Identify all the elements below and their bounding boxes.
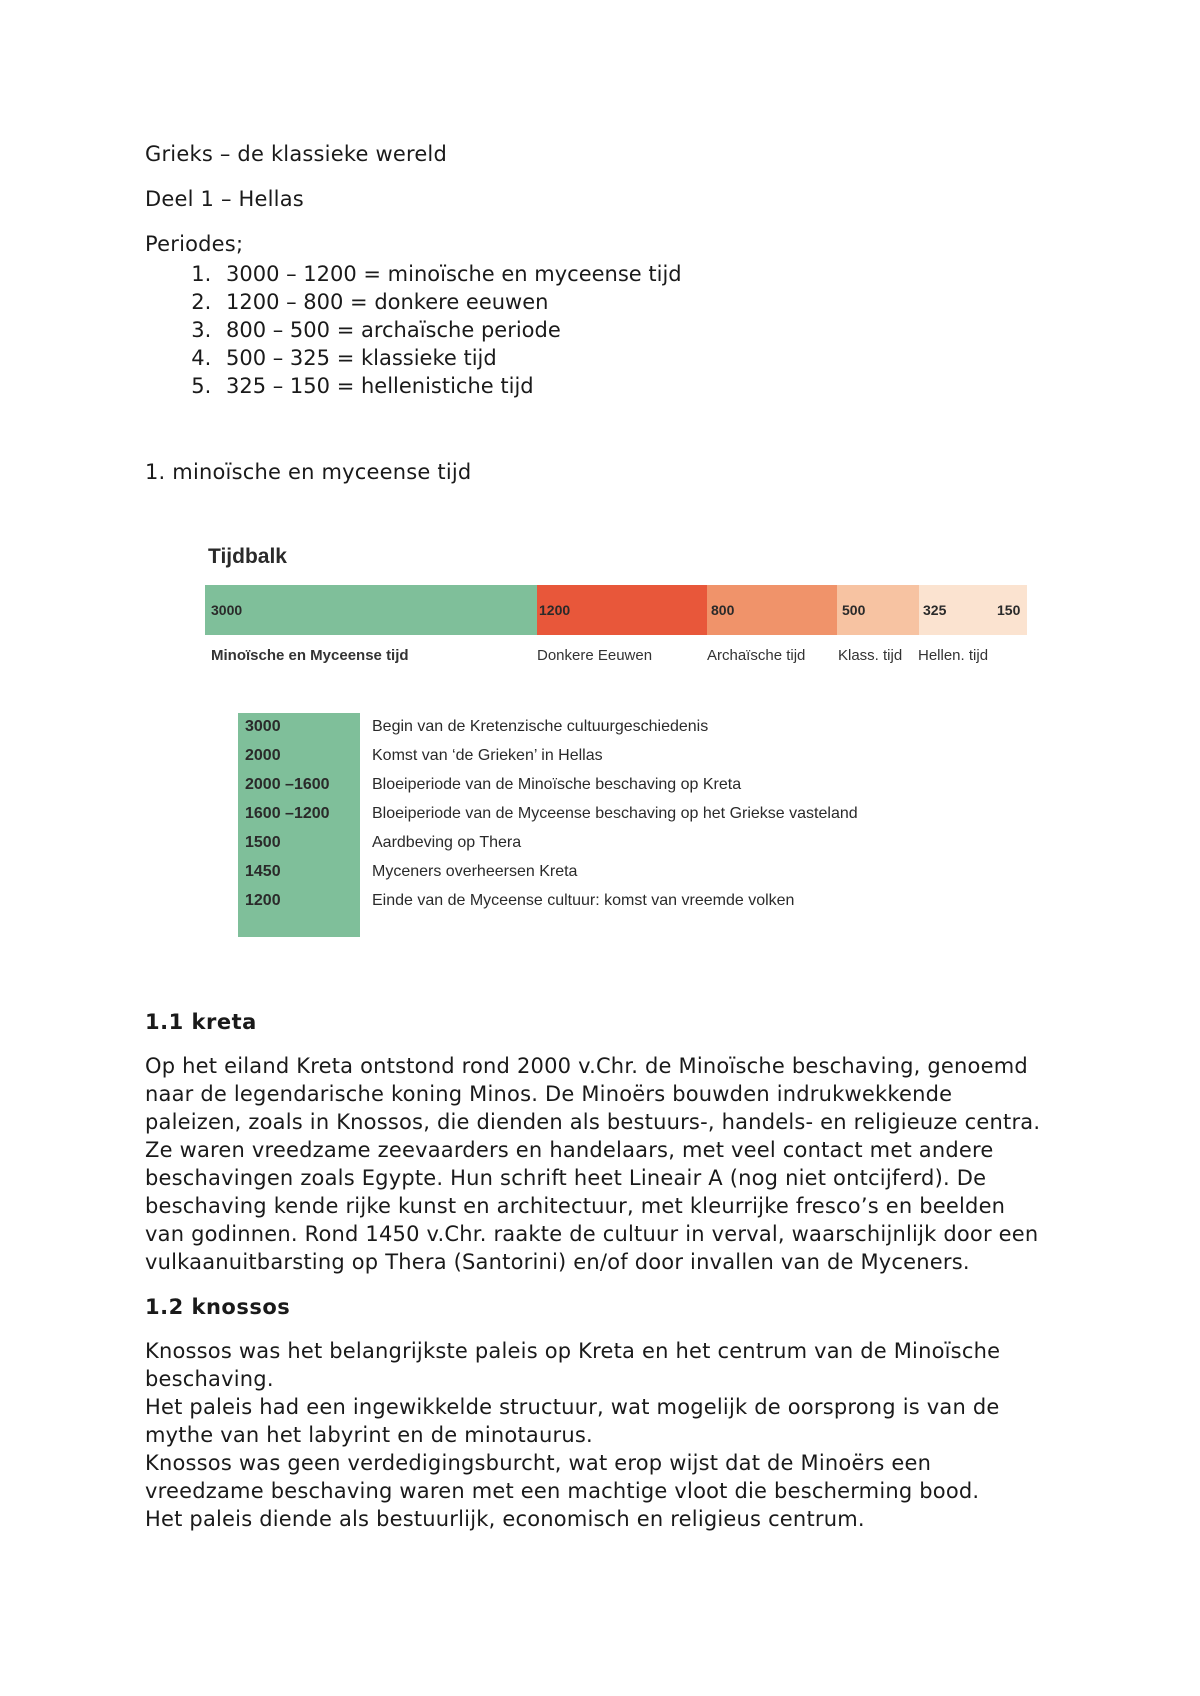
knossos-text-2: Het paleis had een ingewikkelde structuur, wat mogelijk de oorsprong is van de mythe van het labyrint en de minotaurus. [145,1395,1000,1447]
event-desc: Bloeiperiode van de Minoïsche beschaving op Kreta [372,776,742,793]
event-year: 1500 [245,834,281,851]
segment-year: 500 [842,602,866,618]
periods-list [145,260,1045,400]
doc-title: Grieks – de klassieke wereld [145,142,447,166]
period-item: 5. 325 – 150 = hellenistiche tijd [218,372,1045,400]
table-row [238,771,978,800]
knossos-text-1: Knossos was het belangrijkste paleis op Kreta en het centrum van de Minoïsche beschaving. [145,1339,1001,1391]
period-item: 1. 3000 – 1200 = minoïsche en myceense tijd [218,260,1045,288]
timeline-bar [205,585,1027,635]
knossos-paragraph [145,1337,1045,1533]
period-item: 3. 800 – 500 = archaïsche periode [218,316,1045,344]
segment-year: 800 [711,602,735,618]
timeline-figure [200,545,1040,945]
event-year: 2000 –1600 [245,776,330,793]
event-desc: Aardbeving op Thera [372,834,522,851]
event-desc: Einde van de Myceense cultuur: komst van vreemde volken [372,892,795,909]
knossos-text-3: Knossos was geen verdedigingsburcht, wat erop wijst dat de Minoërs een vreedzame beschaving waren met een machtige vloot die bescherming bood. [145,1451,980,1503]
timeline-labels [205,647,1027,669]
event-year: 1200 [245,892,281,909]
kreta-paragraph [145,1052,1045,1276]
timeline-label: Minoïsche en Myceense tijd [211,647,409,664]
timeline-label: Donkere Eeuwen [537,647,653,664]
segment-end-year: 150 [997,602,1021,618]
event-desc: Myceners overheersen Kreta [372,863,578,880]
kreta-text: Op het eiland Kreta ontstond rond 2000 v.Chr. de Minoïsche beschaving, genoemd naar de legendarische koning Minos. De Minoërs bouwden indrukwekkende paleizen, zoals in Knossos, die dienden als bestuurs-, handels- en religieuze centra. Ze waren vreedzame zeevaarders en handelaars, met veel contact met andere beschavingen zoals Egypte. Hun schrift heet Lineair A (nog niet ontcijferd). De beschaving kende rijke kunst en architectuur, met kleurrijke fresco’s en beelden van godinnen. Rond 1450 v.Chr. raakte de cultuur in verval, waarschijnlijk door een vulkaanuitbarsting op Thera (Santorini) en/of door invallen van de Myceners. [145,1054,1041,1274]
segment-year: 3000 [211,602,243,618]
table-row [238,713,978,742]
timeline-segment-classical [837,585,919,635]
table-row [238,858,978,887]
event-year: 3000 [245,718,281,735]
period-item: 4. 500 – 325 = klassieke tijd [218,344,1045,372]
event-desc: Komst van ‘de Grieken’ in Hellas [372,747,603,764]
knossos-text-4: Het paleis diende als bestuurlijk, economisch en religieus centrum. [145,1507,865,1531]
table-row [238,887,978,916]
period-item: 2. 1200 – 800 = donkere eeuwen [218,288,1045,316]
event-desc: Begin van de Kretenzische cultuurgeschiedenis [372,718,709,735]
timeline-segment-dark-ages [537,585,707,635]
event-desc: Bloeiperiode van de Myceense beschaving op het Griekse vasteland [372,805,858,822]
knossos-heading: 1.2 knossos [145,1295,291,1319]
segment-year: 1200 [539,602,571,618]
timeline-label: Archaïsche tijd [707,647,806,664]
timeline-segment-minoan [205,585,537,635]
segment-year: 325 [923,602,947,618]
periods-label: Periodes; [145,232,244,256]
timeline-label: Klass. tijd [838,647,903,664]
table-row [238,800,978,829]
event-year: 1450 [245,863,281,880]
doc-subtitle: Deel 1 – Hellas [145,187,304,211]
table-row [238,829,978,858]
table-row [238,742,978,771]
kreta-heading: 1.1 kreta [145,1010,257,1034]
section-heading: 1. minoïsche en myceense tijd [145,460,472,484]
timeline-segment-archaic [707,585,837,635]
event-year: 1600 –1200 [245,805,330,822]
timeline-label: Hellen. tijd [918,647,989,664]
event-year: 2000 [245,747,281,764]
figure-title: Tijdbalk [208,545,287,568]
timeline-segment-hellenistic [919,585,1027,635]
